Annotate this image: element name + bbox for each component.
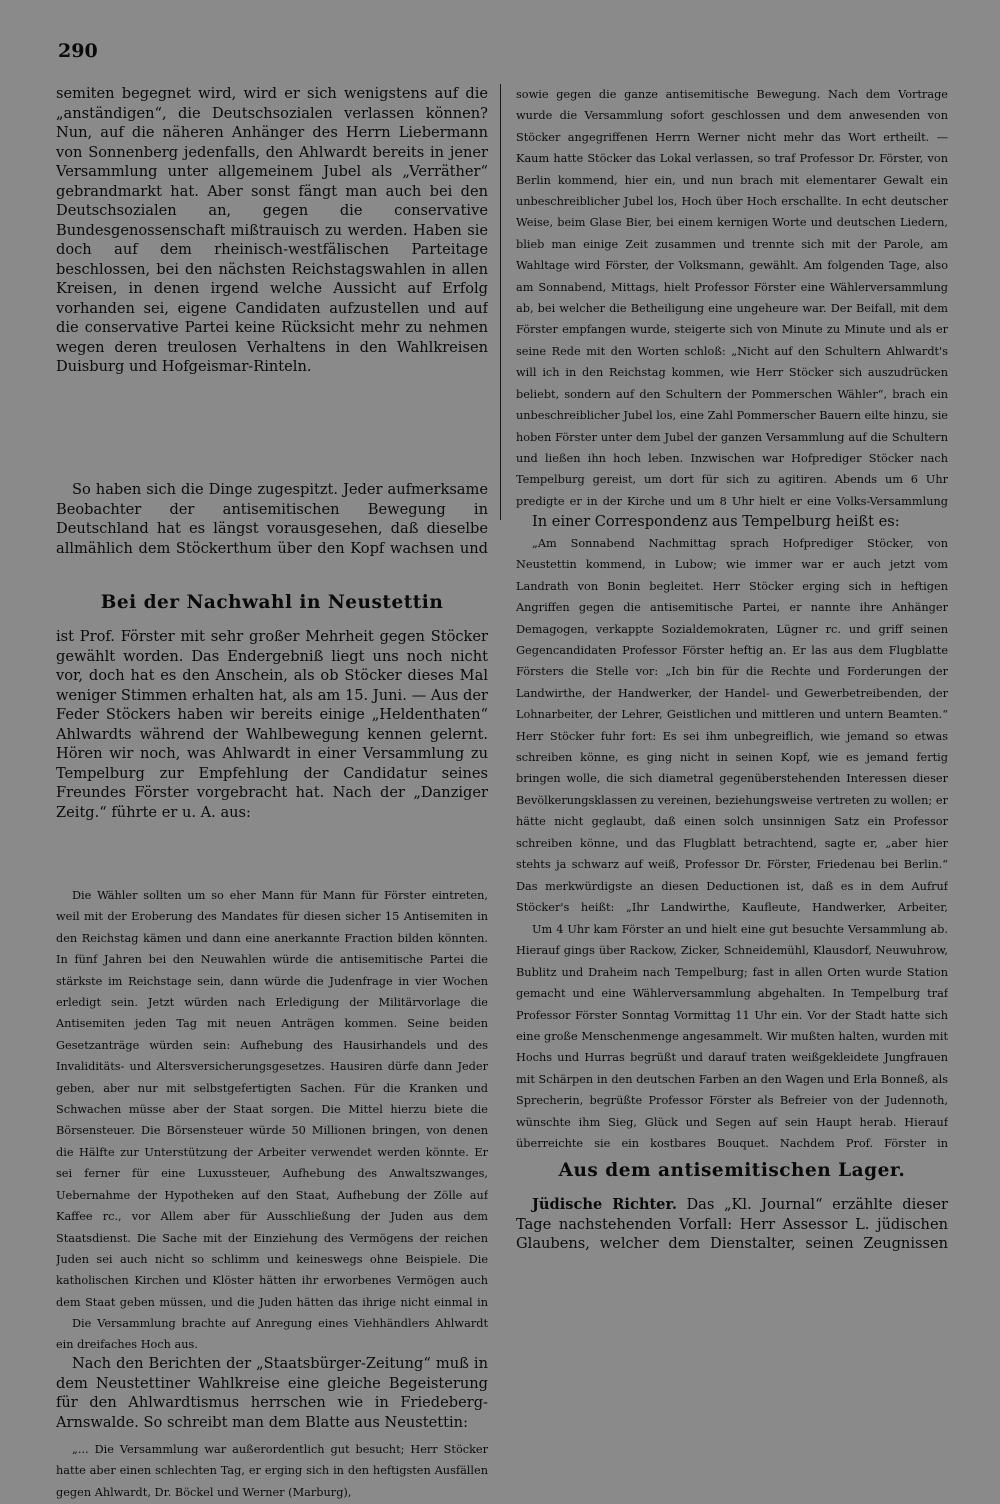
left-paragraph-3: ist Prof. Förster mit sehr großer Mehrheit gegen Stöcker gewählt worden. Das Endergebniß liegt uns noch nicht vor, doch hat es den Anschein, als ob Stöcker dieses Mal weniger Stimmen erhalten hat, als am 15. Juni. — Aus der Feder Stöckers haben wir bereits einige „Heldenthaten“ Ahlwardts während der Wahlbewegung kennen gelernt. Hören wir noch, was Ahlwardt in einer Versammlung zu Tempelburg zur Empfehlung der Candidatur seines Freundes Förster vorgebracht hat. Nach der „Danziger Zeitg.“ führte er u. A. aus: bbox=[56, 628, 488, 821]
right-paragraph-2-text: Das „Kl. Journal“ erzählte dieser Tage nachstehenden Vorfall: Herr Assessor L. jüdischen Glaubens, welcher dem Dienstalter, seinen Zeugnissen bbox=[516, 1196, 948, 1252]
left-paragraph-2: So haben sich die Dinge zugespitzt. Jeder aufmerksame Beobachter der antisemitischen Bewegung in Deutschland hat es längst vorausgesehen, daß dieselbe allmählich dem Stöckerthum über den Kopf wachsen und bbox=[56, 481, 488, 557]
left-paragraph-1: semiten begegnet wird, wird er sich wenigstens auf die „anständigen“, die Deutschsozialen verlassen können? Nun, auf die näheren Anhänger des Herrn Liebermann von Sonnenberg jedenfalls, den Ahlwardt bereits in jener Versammlung unter allgemeinem Jubel als „Verräther“ gebrandmarkt hat. Aber sonst fängt man auch bei den Deutschsozialen an, gegen die conservative Bundesgenossenschaft mißtrauisch zu werden. Haben sie doch auf dem rheinisch-westfälischen Parteitage beschlossen, bei den nächsten Reichstagswahlen in allen Kreisen, in denen irgend welche Aussicht auf Erfolg vorhanden sei, eigene Candidaten aufzustellen und auf die conservative Partei keine Rücksicht mehr zu nehmen wegen deren treulosen Verhaltens in den Wahlkreisen Duisburg und Hofgeismar-Rinteln. bbox=[56, 85, 488, 375]
right-paragraph-2 bbox=[516, 1195, 948, 1255]
right-column bbox=[516, 84, 948, 1255]
runin-heading: Jüdische Richter. bbox=[532, 1196, 677, 1213]
left-column bbox=[56, 84, 488, 1504]
column-rule bbox=[500, 84, 501, 520]
left-quote-2: Die Versammlung brachte auf Anregung eines Viehhändlers Ahlwardt ein dreifaches Hoch aus. bbox=[56, 1317, 488, 1352]
section-heading-lager: Aus dem antisemitischen Lager. bbox=[558, 1160, 906, 1181]
right-quote-1: sowie gegen die ganze antisemitische Bewegung. Nach dem Vortrage wurde die Versammlung sofort geschlossen und dem anwesenden von Stöcker angegriffenen Herrn Werner nicht mehr das Wort ertheilt. — Kaum hatte Stöcker das Lokal verlassen, so traf Professor Dr. Förster, von Berlin kommend, hier ein, und nun brach mit elementarer Gewalt ein unbeschreiblicher Jubel los, Hoch über Hoch erschallte. In echt deutscher Weise, beim Glase Bier, bei einem kernigen Worte und deutschen Liedern, blieb man einige Zeit zusammen und trennte sich mit der Parole, am Wahltage wird Förster, der Volksmann, gewählt. Am folgenden Tage, also am Sonnabend, Mittags, hielt Professor Förster eine Wählerversammlung ab, bei welcher die Betheiligung eine ungeheure war. Der Beifall, mit dem Förster empfangen wurde, steigerte sich von Minute zu Minute und als er seine Rede mit den Worten schloß: „Nicht auf den Schultern Ahlwardt's will ich in den Reichstag kommen, wie Herr Stöcker sich auszudrücken beliebt, sondern auf den Schultern der Pommerschen Wähler“, brach ein unbeschreiblicher Jubel los, eine Zahl Pommerscher Bauern eilte hinzu, sie hoben Förster unter dem Jubel der ganzen Versammlung auf die Schultern und ließen ihn hoch leben. Inzwischen war Hofprediger Stöcker nach Tempelburg gereist, um dort für sich zu agitiren. Abends um 6 Uhr predigte er in der Kirche und um 8 Uhr hielt er eine Volks-Versammlung bbox=[516, 88, 948, 508]
left-paragraph-4: Nach den Berichten der „Staatsbürger-Zeitung“ muß in dem Neustettiner Wahlkreise eine gleiche Begeisterung für den Ahlwardtismus herrschen wie in Friedeberg-Arnswalde. So schreibt man dem Blatte aus Neustettin: bbox=[56, 1355, 488, 1431]
section-heading-neustettin: Bei der Nachwahl in Neustettin bbox=[100, 592, 444, 613]
right-paragraph-1: In einer Correspondenz aus Tempelburg heißt es: bbox=[532, 513, 900, 530]
page-number: 290 bbox=[58, 40, 98, 62]
left-quote-1: Die Wähler sollten um so eher Mann für Mann für Förster eintreten, weil mit der Eroberung des Mandates für diesen sicher 15 Antisemiten in den Reichstag kämen und dann eine anerkannte Fraction bilden könnten. In fünf Jahren bei den Neuwahlen würde die antisemitische Partei die stärkste im Reichstage sein, dann würde die Judenfrage in vier Wochen erledigt sein. Jetzt würden nach Erledigung der Militärvorlage die Antisemiten jeden Tag mit neuen Anträgen kommen. Seine beiden Gesetzanträge würden sein: Aufhebung des Hausirhandels und des Invaliditäts- und Altersversicherungsgesetzes. Hausiren dürfe dann Jeder geben, aber nur mit selbstgefertigten Sachen. Für die Kranken und Schwachen müsse aber der Staat sorgen. Die Mittel hierzu biete die Börsensteuer. Die Börsensteuer würde 50 Millionen bringen, von denen die Hälfte zur Unterstützung der Arbeiter verwendet werden könnte. Er sei ferner für eine Luxussteuer, Aufhebung des Anwaltszwanges, Uebernahme der Hypotheken auf den Staat, Aufhebung der Zölle auf Kaffee rc., vor Allem aber für Ausschließung der Juden aus dem Staatsdienst. Die Sache mit der Einziehung des Vermögens der reichen Juden sei auch nicht so schlimm und keineswegs ohne Beispiele. Die katholischen Kirchen und Klöster hätten ihr erworbenes Vermögen auch dem Staat geben müssen, und die Juden hätten das ihrige nicht einmal in bbox=[56, 889, 488, 1309]
right-quote-3: Um 4 Uhr kam Förster an und hielt eine gut besuchte Versammlung ab. Hierauf gings über Rackow, Zicker, Schneidemühl, Klausdorf, Neuwuhrow, Bublitz und Draheim nach Tempelburg; fast in allen Orten wurde Station gemacht und eine Wählerversammlung abgehalten. In Tempelburg traf Professor Förster Sonntag Vormittag 11 Uhr ein. Vor der Stadt hatte sich eine große Menschenmenge angesammelt. Wir mußten halten, wurden mit Hochs und Hurras begrüßt und darauf traten weißgekleidete Jungfrauen mit Schärpen in den deutschen Farben an den Wagen und Erla Bonneß, als Sprecherin, begrüßte Professor Förster als Befreier von der Judennoth, wünschte ihm Sieg, Glück und Segen auf sein Haupt herab. Hierauf überreichte sie ein kostbares Bouquet. Nachdem Prof. Förster in bbox=[516, 923, 948, 1151]
left-quote-3: „... Die Versammlung war außerordentlich gut besucht; Herr Stöcker hatte aber einen schlechten Tag, er erging sich in den heftigsten Ausfällen gegen Ahlwardt, Dr. Böckel und Werner (Marburg), bbox=[56, 1443, 488, 1499]
right-quote-2: „Am Sonnabend Nachmittag sprach Hofprediger Stöcker, von Neustettin kommend, in Lubow; wie immer war er auch jetzt vom Landrath von Bonin begleitet. Herr Stöcker erging sich in heftigen Angriffen gegen die antisemitische Partei, er nannte ihre Anhänger Demagogen, verkappte Sozialdemokraten, Lügner rc. und griff seinen Gegencandidaten Professor Förster heftig an. Er las aus dem Flugblatte Försters die Stelle vor: „Ich bin für die Rechte und Forderungen der Landwirthe, der Handwerker, der Handel- und Gewerbetreibenden, der Lohnarbeiter, der Lehrer, Geistlichen und mittleren und untern Beamten.“ Herr Stöcker fuhr fort: Es sei ihm unbegreiflich, wie jemand so etwas schreiben könne, es ging nicht in seinen Kopf, wie es jemand fertig bringen wolle, die sich diametral gegenüberstehenden Interessen dieser Bevölkerungsklassen zu vereinen, beziehungsweise vertreten zu wollen; er hätte nicht geglaubt, daß einen solch unsinnigen Satz ein Professor schreiben könne, und das Flugblatt betrachtend, sagte er, „aber hier stehts ja schwarz auf weiß, Professor Dr. Förster, Friedenau bei Berlin.“ Das merkwürdigste an diesen Deductionen ist, daß es in dem Aufruf Stöcker's heißt: „Ihr Landwirthe, Kaufleute, Handwerker, Arbeiter, bbox=[516, 537, 948, 914]
